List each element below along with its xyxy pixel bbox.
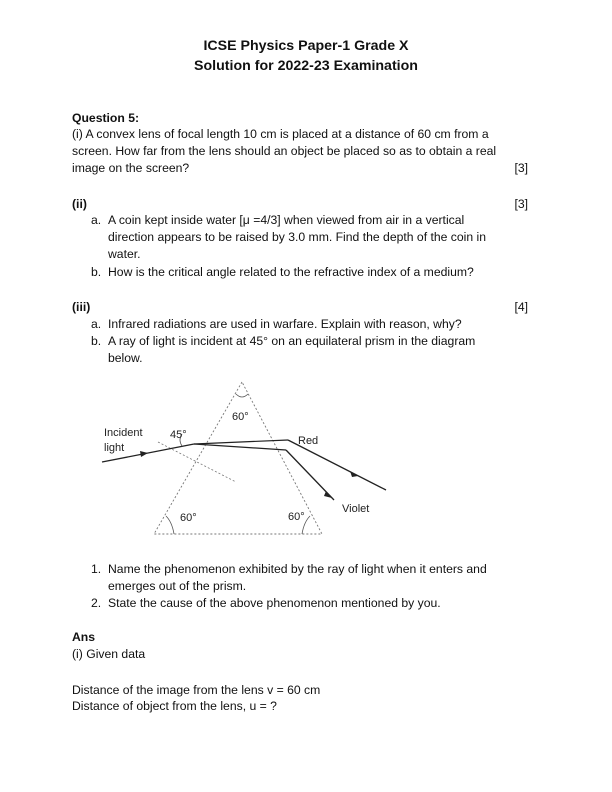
- sub-question-1-line-1: Name the phenomenon exhibited by the ray of light when it enters and: [108, 562, 487, 576]
- part-ii-b-label: b.: [91, 265, 102, 279]
- part-ii-a: [91, 212, 531, 264]
- part-i-line-1: (i) A convex lens of focal length 10 cm is placed at a distance of 60 cm from a: [72, 127, 489, 141]
- emergent-red-ray: [288, 440, 386, 490]
- left-angle-arc: [166, 516, 174, 534]
- part-iii-b: [91, 333, 531, 367]
- right-angle-label: 60°: [288, 511, 305, 523]
- answer-line-1: Distance of the image from the lens v = 60 cm: [72, 683, 321, 697]
- part-ii-marks: [3]: [514, 197, 528, 211]
- part-iii-b-line-1: A ray of light is incident at 45° on an equilateral prism in the diagram: [108, 334, 476, 348]
- apex-angle-label: 60°: [232, 411, 249, 423]
- sub-question-1: [91, 561, 531, 595]
- part-iii-a-label: a.: [91, 317, 102, 331]
- part-ii-a-line-1: A coin kept inside water [μ =4/3] when viewed from air in a vertical: [108, 213, 465, 227]
- incident-label-2: light: [104, 442, 125, 454]
- part-ii-a-label: a.: [91, 213, 102, 227]
- red-arrow: [350, 471, 358, 477]
- refracted-red-ray: [194, 440, 288, 444]
- sub-question-2-label: 2.: [91, 596, 102, 610]
- part-i-line-3: image on the screen?: [72, 161, 190, 175]
- page-subtitle: Solution for 2022-23 Examination: [194, 58, 418, 74]
- left-angle-label: 60°: [180, 512, 197, 524]
- incident-label-1: Incident: [104, 427, 143, 439]
- sub-question-2-text: State the cause of the above phenomenon mentioned by you.: [108, 596, 441, 610]
- sub-question-1-label: 1.: [91, 562, 102, 576]
- part-ii-a-line-3: water.: [108, 247, 141, 261]
- part-ii-b-text: How is the critical angle related to the refractive index of a medium?: [108, 265, 474, 279]
- part-ii-b: [91, 264, 531, 281]
- incident-arrow: [140, 451, 148, 457]
- violet-label: Violet: [342, 503, 370, 515]
- refracted-violet-ray: [194, 444, 286, 450]
- part-iii-label: (iii): [72, 300, 91, 314]
- sub-question-2: [91, 595, 531, 612]
- part-ii-a-line-2: direction appears to be raised by 3.0 mm. Find the depth of the coin in: [108, 230, 487, 244]
- question-heading: Question 5:: [72, 111, 140, 125]
- page-title: ICSE Physics Paper-1 Grade X: [203, 38, 409, 54]
- violet-arrow: [324, 491, 332, 498]
- answer-heading: Ans: [72, 630, 96, 644]
- part-iii-b-label: b.: [91, 334, 102, 348]
- answer-line-2: Distance of object from the lens, u = ?: [72, 699, 277, 713]
- answer-given: (i) Given data: [72, 647, 146, 661]
- part-iii-a: [91, 316, 531, 333]
- entry-normal: [158, 442, 236, 482]
- part-ii-label: (ii): [72, 197, 87, 211]
- red-label: Red: [298, 435, 319, 447]
- apex-angle-arc: [236, 394, 248, 397]
- prism-diagram: [96, 380, 396, 540]
- part-iii-marks: [4]: [514, 300, 528, 314]
- part-iii-a-text: Infrared radiations are used in warfare. Explain with reason, why?: [108, 317, 462, 331]
- part-iii-b-line-2: below.: [108, 351, 143, 365]
- part-i-marks: [3]: [514, 161, 528, 175]
- part-i-line-2: screen. How far from the lens should an object be placed so as to obtain a real: [72, 144, 497, 158]
- sub-question-1-line-2: emerges out of the prism.: [108, 579, 247, 593]
- incidence-angle-label: 45°: [170, 429, 187, 441]
